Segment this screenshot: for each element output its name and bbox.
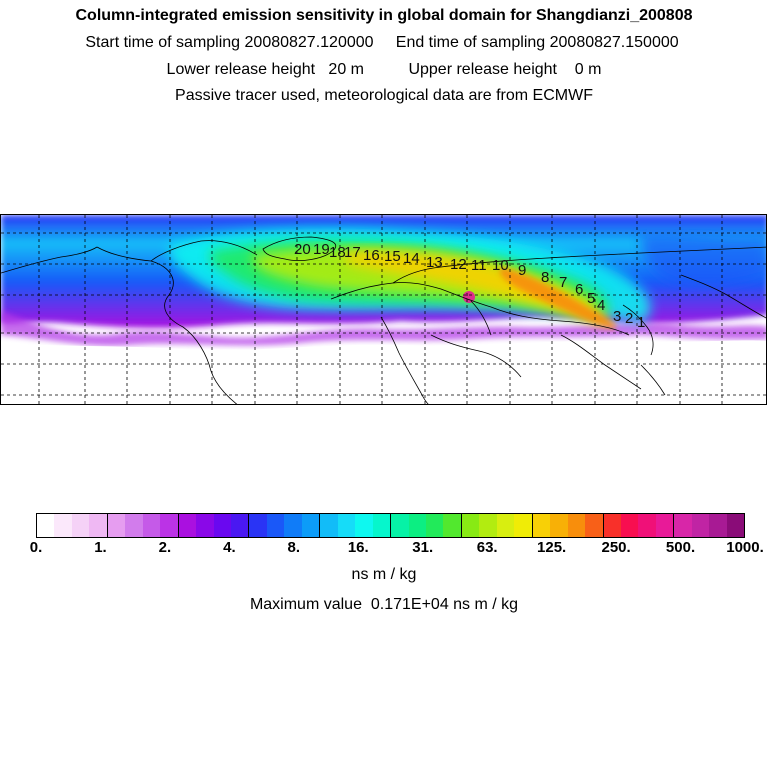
- trajectory-marker-label: 13: [426, 254, 443, 271]
- colorbar-segment: [231, 514, 248, 537]
- trajectory-marker-label: 3: [613, 308, 622, 325]
- plot-title: Column-integrated emission sensitivity in global domain for Shangdianzi_200808: [75, 7, 693, 24]
- colorbar-segment: [621, 514, 638, 537]
- trajectory-marker-label: 18: [329, 244, 346, 261]
- colorbar-segment: [390, 514, 408, 537]
- colorbar-segment: [143, 514, 160, 537]
- colorbar-segment: [178, 514, 196, 537]
- colorbar-segment: [479, 514, 496, 537]
- colorbar-tick-label: 0.: [29, 539, 43, 556]
- colorbar-segment: [373, 514, 390, 537]
- colorbar-segment: [603, 514, 621, 537]
- colorbar-segment: [267, 514, 284, 537]
- colorbar-segment: [692, 514, 709, 537]
- colorbar-segment: [160, 514, 177, 537]
- colorbar-tick-label: 1000.: [726, 539, 764, 556]
- trajectory-marker-label: 7: [559, 274, 568, 291]
- colorbar-tick-label: 8.: [287, 539, 301, 556]
- colorbar-segment: [514, 514, 531, 537]
- colorbar-segment: [409, 514, 426, 537]
- trajectory-marker-label: 19: [313, 241, 330, 258]
- trajectory-marker-label: 6: [575, 281, 584, 298]
- trajectory-marker-label: 5: [587, 290, 596, 307]
- trajectory-marker-label: 20: [294, 241, 311, 258]
- colorbar-segment: [532, 514, 550, 537]
- colorbar-segment: [550, 514, 567, 537]
- colorbar-segment: [302, 514, 319, 537]
- colorbar-tick-label: 4.: [223, 539, 236, 556]
- colorbar-segment: [443, 514, 460, 537]
- colorbar: [36, 513, 745, 538]
- trajectory-marker-label: 4: [597, 297, 606, 314]
- trajectory-marker-label: 12: [450, 256, 467, 273]
- trajectory-marker-label: 14: [403, 250, 420, 267]
- colorbar-segment: [37, 514, 54, 537]
- trajectory-marker-label: 8: [541, 269, 550, 286]
- trajectory-marker-label: 10: [492, 257, 509, 274]
- colorbar-segment: [89, 514, 106, 537]
- maximum-value-label: Maximum value 0.171E+04 ns m / kg: [249, 596, 519, 613]
- colorbar-segment: [727, 514, 744, 537]
- colorbar-segment: [214, 514, 231, 537]
- colorbar-tick-label: 250.: [601, 539, 631, 556]
- colorbar-tick-label: 125.: [537, 539, 567, 556]
- map-canvas: [1, 215, 767, 405]
- colorbar-tick-label: 31.: [412, 539, 434, 556]
- colorbar-unit: ns m / kg: [351, 566, 417, 583]
- emission-sensitivity-map: [0, 214, 767, 405]
- colorbar-tick-label: 1.: [94, 539, 107, 556]
- colorbar-segment: [72, 514, 89, 537]
- colorbar-segment: [426, 514, 443, 537]
- colorbar-segment: [709, 514, 726, 537]
- trajectory-marker-label: 9: [518, 262, 527, 279]
- colorbar-segment: [107, 514, 125, 537]
- colorbar-tick-label: 16.: [347, 539, 369, 556]
- colorbar-segment: [196, 514, 213, 537]
- colorbar-segment: [673, 514, 691, 537]
- colorbar-segment: [319, 514, 337, 537]
- trajectory-marker-label: 17: [344, 244, 361, 261]
- release-height-line: Lower release height 20 m Upper release height 0 m: [166, 61, 602, 78]
- colorbar-segment: [585, 514, 602, 537]
- colorbar-segment: [338, 514, 355, 537]
- colorbar-segment: [497, 514, 514, 537]
- trajectory-marker-label: 11: [471, 257, 487, 274]
- trajectory-marker-label: 1: [637, 314, 646, 331]
- colorbar-segment: [284, 514, 301, 537]
- colorbar-tick-label: 500.: [665, 539, 696, 556]
- sampling-time-line: Start time of sampling 20080827.120000 End time of sampling 20080827.150000: [85, 34, 679, 51]
- colorbar-segment: [54, 514, 71, 537]
- colorbar-segment: [248, 514, 266, 537]
- colorbar-segment: [568, 514, 585, 537]
- colorbar-segment: [125, 514, 142, 537]
- colorbar-tick-label: 63.: [476, 539, 498, 556]
- trajectory-marker-label: 15: [384, 248, 401, 265]
- colorbar-segment: [656, 514, 673, 537]
- colorbar-segment: [355, 514, 372, 537]
- tracer-info-line: Passive tracer used, meteorological data are from ECMWF: [175, 87, 593, 104]
- colorbar-segment: [461, 514, 479, 537]
- trajectory-marker-label: 2: [625, 310, 634, 327]
- trajectory-marker-label: 16: [363, 247, 380, 264]
- colorbar-tick-label: 2.: [158, 539, 172, 556]
- colorbar-segment: [638, 514, 655, 537]
